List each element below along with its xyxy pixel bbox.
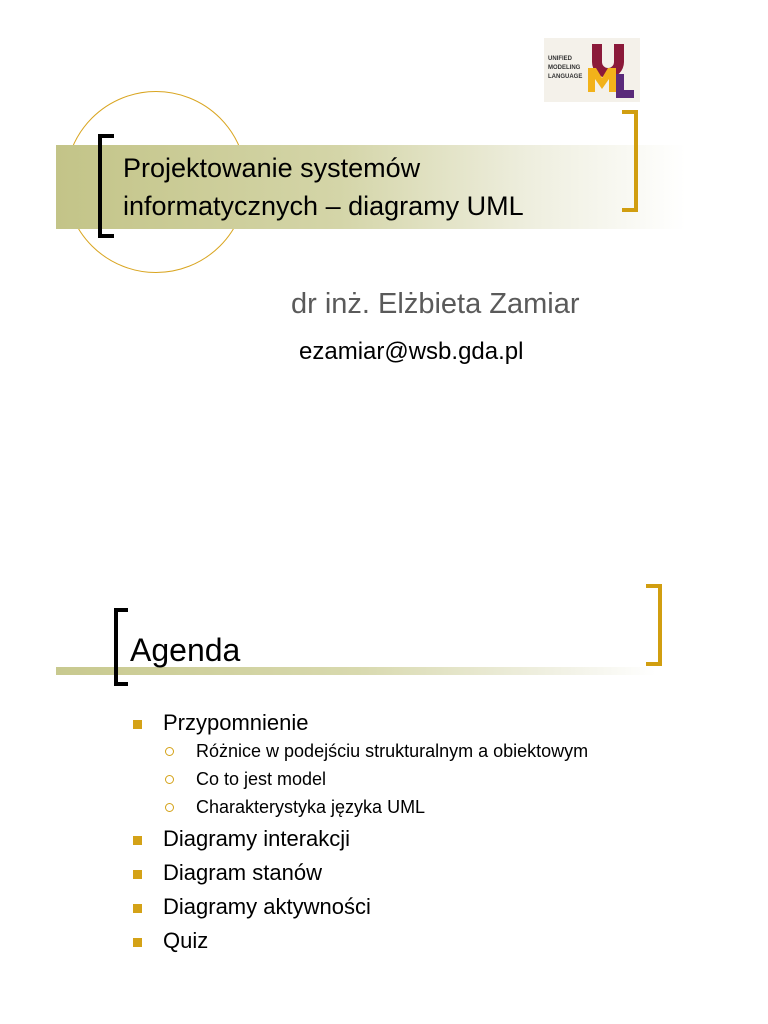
agenda-item: [130, 860, 630, 886]
agenda-list: [130, 710, 630, 962]
agenda-subitem-label: Co to jest model: [196, 769, 327, 789]
uml-logo-icon: [544, 38, 640, 102]
logo-text-line: UNIFIED: [548, 56, 572, 62]
author-name: dr inż. Elżbieta Zamiar: [291, 288, 580, 320]
agenda-subitem: [163, 796, 630, 818]
logo-text-line: LANGUAGE: [548, 74, 583, 80]
left-bracket: [114, 608, 128, 686]
right-bracket: [622, 110, 638, 212]
agenda-sublist: [163, 740, 630, 818]
agenda-subitem: [163, 768, 630, 790]
circle-bullet-icon: [165, 803, 174, 812]
agenda-item-label: Diagram stanów: [163, 860, 322, 885]
slide-title: Agenda: [130, 632, 241, 668]
agenda-subitem: [163, 740, 630, 762]
square-bullet-icon: [133, 720, 142, 729]
right-bracket: [646, 584, 662, 666]
square-bullet-icon: [133, 904, 142, 913]
circle-bullet-icon: [165, 775, 174, 784]
left-bracket: [98, 134, 114, 238]
agenda-subitem-label: Różnice w podejściu strukturalnym a obiektowym: [196, 741, 589, 761]
slide-title: [123, 149, 623, 225]
square-bullet-icon: [133, 870, 142, 879]
agenda-item-label: Diagramy interakcji: [163, 826, 351, 851]
square-bullet-icon: [133, 836, 142, 845]
author-email: ezamiar@wsb.gda.pl: [299, 338, 524, 365]
logo-text-line: MODELING: [548, 65, 581, 71]
agenda-item: [130, 894, 630, 920]
agenda-item: [130, 710, 630, 818]
agenda-item: [130, 928, 630, 954]
circle-bullet-icon: [165, 747, 174, 756]
agenda-item-label: Quiz: [163, 928, 209, 953]
agenda-item-label: Diagramy aktywności: [163, 894, 371, 919]
agenda-subitem-label: Charakterystyka języka UML: [196, 797, 426, 817]
agenda-slide: [0, 512, 768, 1024]
slide-title-line: informatycznych – diagramy UML: [123, 191, 524, 221]
agenda-item: [130, 826, 630, 852]
agenda-item-label: Przypomnienie: [163, 710, 309, 735]
square-bullet-icon: [133, 938, 142, 947]
slide-title-line: Projektowanie systemów: [123, 153, 421, 183]
